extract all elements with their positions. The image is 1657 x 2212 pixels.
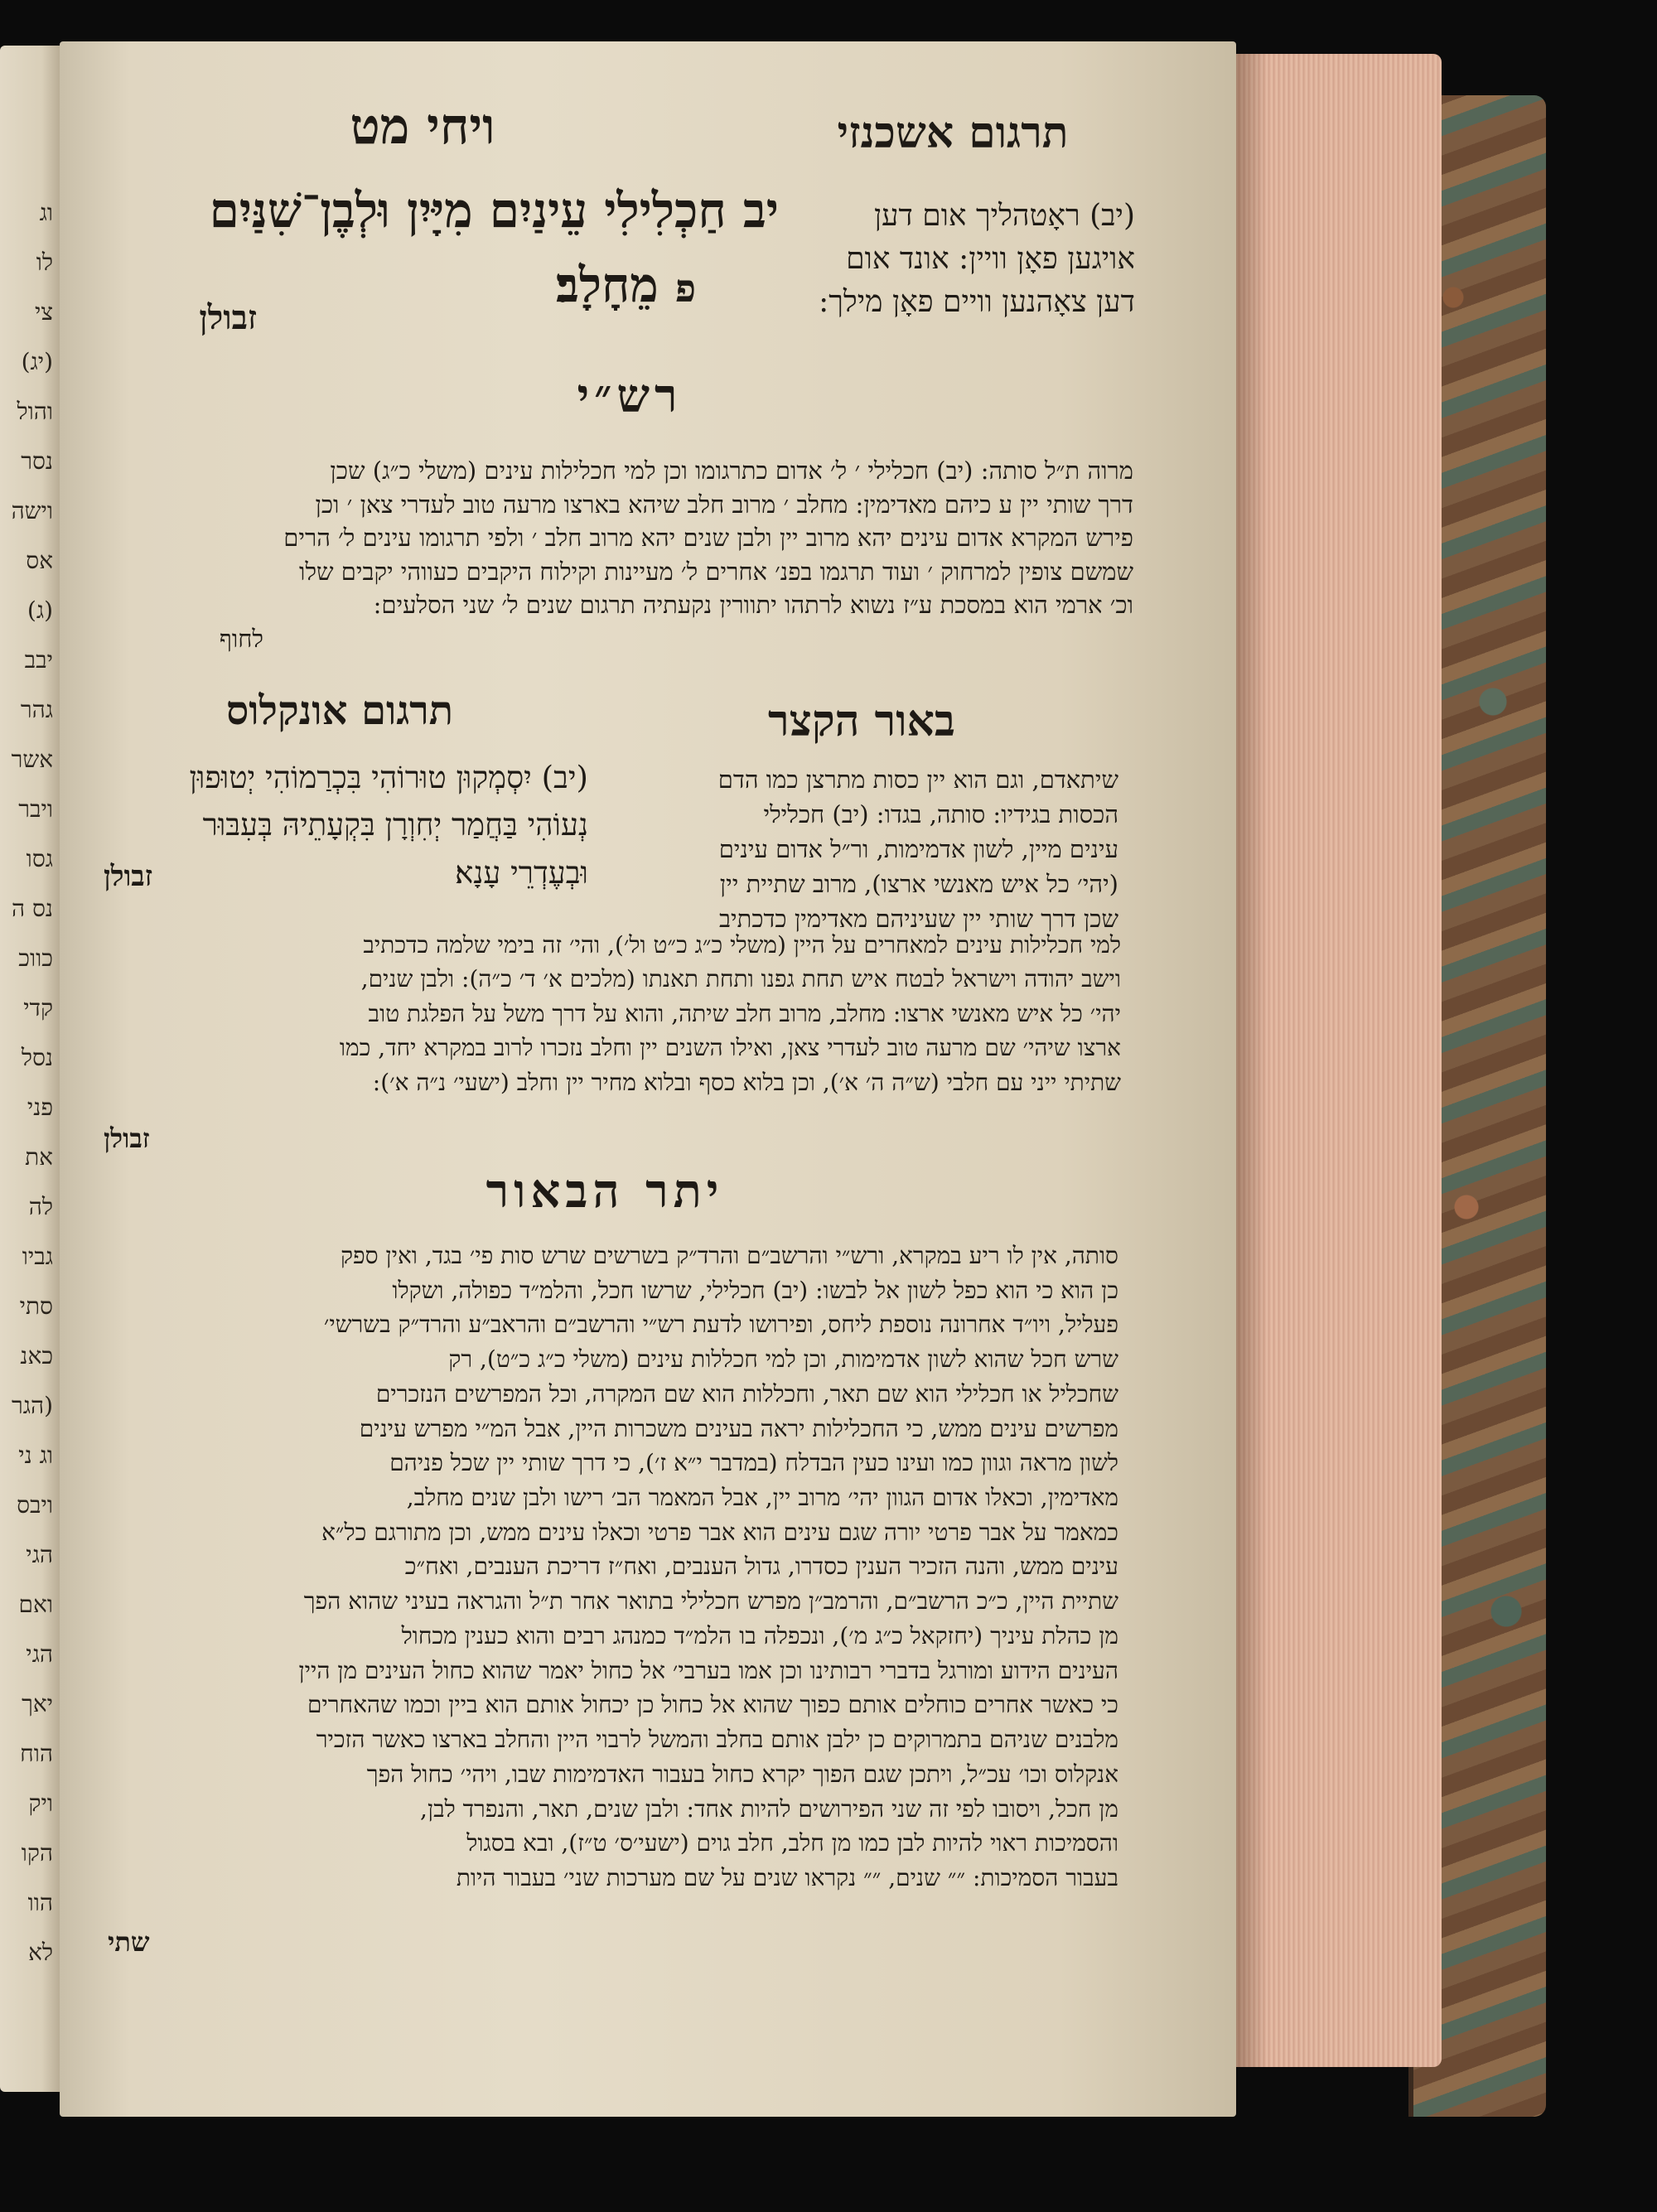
rashi-line: דרך שותי יין ע כיהם מאדימין: מחלב ׳ מרוב חלב שיהא בארצו מרעה טוב לעדרי צאן ׳ וכן (315, 490, 1133, 519)
biur-continuation (98, 928, 1121, 1099)
yeter-habiur-line: פעליל, ויו״ד אחרונה נוספת ליחס, ופירושו לדעת רש״י והרשב״ם והראב״ע והרד״ק בשרשי׳ (323, 1311, 1118, 1339)
left-page-fragment: הקו (21, 1839, 53, 1867)
header-targum-ashkenazi: תרגום אשכנזי (837, 108, 1069, 158)
left-page-fragment: יבב (24, 646, 53, 674)
biur-katzar-line: הכסות בגידיו: סותה, בגדו: (יב) חכלילי (763, 800, 1118, 829)
yeter-habiur-line: העינים הידוע ומורגל בדברי רבותינו וכן אמו בערבי׳ אל כחול יאמר שהוא כחול העינים מן היין (298, 1656, 1118, 1684)
verse-line-1: יב חַכְלִילִי עֵינַיִם מִיָּיִן וּלְבֶן־שִׁנַּיִם (209, 182, 779, 239)
left-page-fragment: אשר (11, 746, 53, 773)
rashi-line: וכ׳ ארמי הוא במסכת ע״ז נשוא לרתהו יתוורין נקעתיה תרגום שנים ל׳ שני הסלעים: (373, 591, 1133, 620)
yeter-habiur-line: לשון מראה וגוון כמו ועינו כעין הבדלח (במדבר י״א ז׳), כי דרך שותי יין שכל פניהם (389, 1449, 1118, 1477)
left-page-fragment: הגי (26, 1640, 53, 1668)
left-page-fragment: נסל (21, 1044, 53, 1071)
left-page-fragment: ויבר (18, 795, 53, 823)
rashi-line: לחוף (219, 624, 263, 653)
yeter-habiur-line: כן הוא כי הוא כפל לשון אל לבשו: (יב) חכלילי, שרשו חכל, והלמ״ד כפולה, ושקלו (392, 1276, 1118, 1304)
left-page-fragment: לא (28, 1939, 53, 1966)
adjacent-left-page-text (0, 199, 55, 2063)
rashi-commentary (98, 454, 1133, 656)
yeter-habiur-line: כמאמר על אבר פרטי יורה שגם עינים הוא אבר פרטי וכאלו עינים ממש, וכן מתורגם כל״א (321, 1518, 1118, 1546)
biur-katzar-text (609, 762, 1118, 936)
fore-edge-shadow (1234, 54, 1268, 2067)
header-parsha: ויחי מט (350, 98, 495, 156)
left-page-fragment: סתי (19, 1292, 53, 1320)
yeter-habiur-line: והסמיכות ראוי להיות לבן כמו מן חלב, חלב גוים (ישעי׳ס׳ ט״ז), ובא בסגול (466, 1829, 1118, 1857)
left-page-fragment: לה (28, 1193, 53, 1220)
left-page-fragment: וישה (11, 497, 53, 524)
ashkenazi-line: אויגען פאָן וויין: אונד אום (846, 242, 1135, 277)
left-page-fragment: ויק (28, 1789, 53, 1817)
left-page-fragment: לו (36, 249, 53, 276)
yeter-habiur-line: אנקלוס וכו׳ עכ״ל, ויתכן שגם הפוך יקרא כחול בעבור האדמימות שבו, ויהי׳ כחול הפך (366, 1760, 1118, 1788)
left-page-fragment: הוו (27, 1889, 53, 1916)
yeter-habiur-line: שתיית היין, כ״כ הרשב״ם, והרמב״ן מפרש חכלילי בתואר אחר ת״ל והגראה בעיני שהוא הפך (303, 1587, 1118, 1616)
left-page-fragment: יאך (22, 1690, 53, 1717)
left-page-fragment: צי (34, 298, 53, 326)
ashkenazi-line: (יב) ראָטהליך אום דען (873, 199, 1135, 233)
yeter-habiur-line: מאדימין, וכאלו אדום הגוון יהי׳ מרוב יין, אבל המאמר הב׳ רישו ולבן שנים מחלב, (406, 1484, 1118, 1512)
left-page-fragment: גביו (22, 1243, 53, 1270)
yeter-habiur-line: סותה, אין לו ריע במקרא, ורש״י והרשב״ם והרד״ק בשרשים שרש סות פי׳ בגד, ואין ספק (341, 1242, 1118, 1269)
biur-continuation-line: ארצו שיהי׳ שם מרעה טוב לעדרי צאן, ואילו השנים יין וחלב נזכרו לרוב במקרא יחד, כמו (339, 1034, 1121, 1062)
yeter-habiur-line: מן חכל, ויסובו לפי זה שני הפירושים להיות אחד: ולבן שנים, תאר, והנפרד לבן, (420, 1794, 1118, 1823)
yeter-habiur-line: שרש חכל שהוא לשון אדמימות, וכן למי חכללות עינים (משלי כ״ג כ״ט), רק (448, 1345, 1118, 1374)
yeter-habiur-text (79, 1239, 1118, 1896)
left-page-fragment: ויבס (17, 1491, 53, 1519)
left-page-fragment: פני (27, 1094, 53, 1121)
yeter-habiur-line: בעבור הסמיכות: ״״ שנים, ״״ נקראו שנים על שם מערכות שני׳ בעבור היות (456, 1863, 1118, 1891)
left-page-fragment: (ג) (27, 596, 53, 624)
rashi-line: פירש המקרא אדום עינים יהא מרוב יין ולבן שנים יהא מרוב חלב ׳ ולפי תרגומו עינים ל׳ הרים (283, 524, 1133, 553)
left-page-fragment: וג ני (18, 1442, 53, 1469)
left-page-fragment: הוח (20, 1740, 53, 1767)
verse-paragraph-mark: פ (674, 266, 696, 311)
biur-continuation-line: שתיתי ייני עם חלבי (ש״ה ה׳ א׳), וכן בלוא כסף ובלוא מחיר יין וחלב (ישעי׳ נ״ה א׳): (372, 1068, 1121, 1096)
yeter-habiur-line: כי כאשר אחרים כוחלים אותם כפוך שהוא אל כחול כן יכחול אותם הוא ביין וכמו שהאחרים (307, 1691, 1118, 1719)
yeter-habiur-title: יתר הבאור (486, 1164, 724, 1219)
left-page-fragment: גסו (26, 845, 53, 872)
left-page-fragment: ואם (18, 1591, 53, 1618)
onkelos-line: נְעוֹהִי בַּחֲמַר יְחִוְרָן בִּקְעָתֵיהּ בְּעִבּוּר (202, 807, 588, 843)
biur-continuation-line: וישב יהודה וישראל לבטח איש תחת גפנו ותחת תאנתו (מלכים א׳ ד׳ כ״ה): ולבן שנים, (360, 965, 1121, 993)
rashi-title: רש״י (577, 369, 683, 423)
page-catchword: שתי (108, 1926, 150, 1958)
biur-katzar-line: שכן דרך שותי יין שעיניהם מאדימין כדכתיב (719, 905, 1118, 934)
biur-continuation-line: יהי׳ כל איש מאנשי ארצו: מחלב, מרוב חלב שיתה, והוא על דרך משל על הפלגת טוב (368, 999, 1121, 1027)
biur-katzar-line: (יהי׳ כל איש מאנשי ארצו), מרוב שתיית יין (719, 870, 1118, 899)
yeter-habiur-line: מלבנים שניהם בתמרוקים כן ילבן אותם בחלב והמשל לרבוי היין והחלב בארצו כאשר הזכיר (316, 1726, 1118, 1754)
left-page-fragment: קדי (23, 994, 53, 1021)
left-page-fragment: הגי (26, 1541, 53, 1568)
verse-text: מֵחָלָב׃ (555, 257, 659, 313)
left-page-fragment: את (25, 1143, 53, 1171)
onkelos-title: תרגום אונקלוס (225, 688, 454, 734)
onkelos-line: וּבְעֶדְרֵי עָנָא׃ (455, 854, 588, 891)
rashi-line: שמשם צופין למרחוק ׳ ועוד תרגמו בפנ׳ אחרים ל׳ מעיינות וקילוח היקבים כעווהי יקבים שלו (299, 557, 1133, 586)
left-page-fragment: נסר (21, 447, 53, 475)
rashi-line: מרוה ת״ל סותה: (יב) חכלילי ׳ ל׳ אדום כתרגומו וכן למי חכלילות עינים (משלי כ״ג) שכן (330, 456, 1133, 485)
verse-line-2 (331, 257, 729, 313)
yeter-habiur-line: מפרשים עינים ממש, כי החכלילות יראה בעינים משכרות היין, אבל המ״י מפרש עינים (359, 1414, 1118, 1442)
yeter-habiur-line: מן כהלת עיניך (יחזקאל כ״ג מ׳), ונכפלה בו הלמ״ד כמנהג רבים והוא כענין מכחול (401, 1621, 1118, 1649)
biur-continuation-line: למי חכלילות עינים למאחרים על היין (משלי כ״ג כ״ט ול׳), והי׳ זה בימי שלמה כדכתיב (363, 931, 1121, 959)
biur-continuation-catchword: זבולן (104, 1123, 150, 1154)
left-page-fragment: וג (39, 199, 53, 226)
verse-catchword: זבולן (199, 298, 257, 337)
biur-katzar-line: שיתאדם, וגם הוא יין כסות מתרצן כמו הדם (717, 766, 1118, 794)
onkelos-line: (יב) יִסְמְקוּן טוּרוֹהִי בִּכְרַמוֹהִי יְטוּפוּן (189, 760, 588, 795)
left-page-fragment: והול (17, 398, 53, 425)
ashkenazi-line: דען צאָהנען וויים פאָן מילך: (819, 285, 1135, 320)
left-page-fragment: כווכ (18, 944, 53, 972)
left-page-fragment: כאנ (20, 1342, 53, 1369)
ashkenazi-translation (762, 195, 1135, 325)
yeter-habiur-line: עינים ממש, והנה הזכיר הענין כסדרו, גדול הענבים, ואח״ז דריכת הענבים, ואח״כ (404, 1553, 1118, 1581)
onkelos-catchword: זבולן (104, 860, 153, 893)
left-page-fragment: גהר (20, 696, 53, 723)
left-page-fragment: אס (26, 547, 53, 574)
left-page-fragment: (יג) (21, 348, 53, 375)
yeter-habiur-line: שחכליל או חכלילי הוא שם תאר, וחכללות הוא שם המקרה, וכל המפרשים הנזכרים (375, 1379, 1118, 1408)
left-page-fragment: (הגר (11, 1392, 53, 1419)
left-page-fragment: נס ה (11, 895, 53, 922)
biur-katzar-title: באור הקצר (768, 696, 955, 746)
biur-katzar-line: עינים מיין, לשון אדמימות, ור״ל אדום עינים (718, 835, 1118, 864)
